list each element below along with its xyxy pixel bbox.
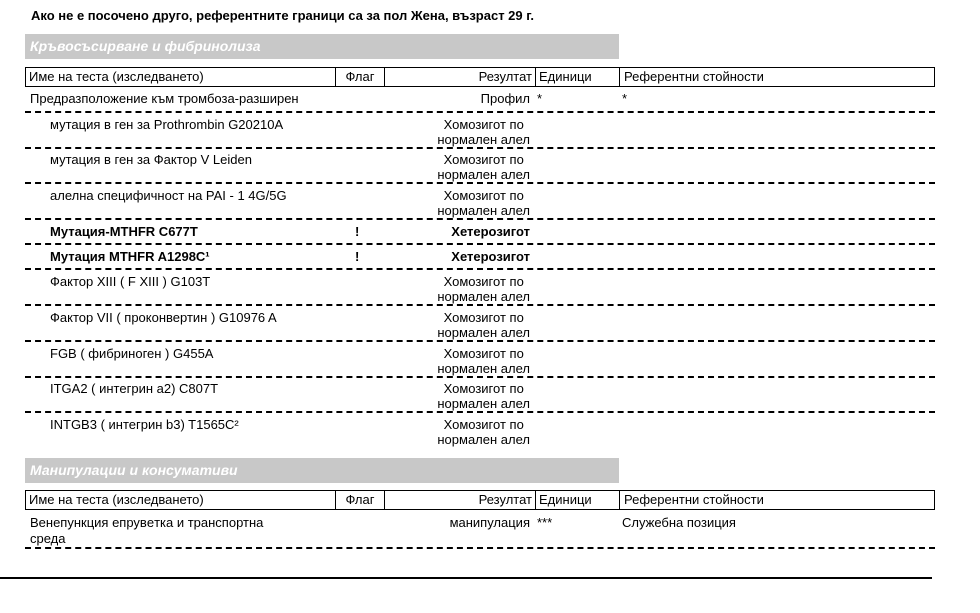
- row-divider: [25, 111, 935, 113]
- section-title-manipulations: Манипулации и консумативи: [25, 458, 619, 483]
- test-result: Хомозигот по нормален алел: [437, 381, 530, 411]
- test-name: FGB ( фибриноген ) G455A: [50, 346, 214, 361]
- test-result: Хетерозигот: [451, 249, 530, 264]
- section-title-coagulation: Кръвосъсирване и фибринолиза: [25, 34, 619, 59]
- test-name: алелна специфичност на PAI - 1 4G/5G: [50, 188, 287, 203]
- test-name: Фактор XIII ( F XIII ) G103T: [50, 274, 211, 289]
- row-divider: [25, 411, 935, 413]
- test-result: манипулация: [449, 515, 530, 530]
- test-result: Профил: [480, 91, 530, 106]
- test-name: Мутация-MTHFR C677T: [50, 224, 198, 239]
- header-flag: Флаг: [336, 491, 385, 509]
- test-result: Хомозигот по нормален алел: [437, 310, 530, 340]
- test-result: Хомозигот по нормален алел: [437, 152, 530, 182]
- test-result: Хомозигот по нормален алел: [437, 417, 530, 447]
- test-result: Хомозигот по нормален алел: [437, 274, 530, 304]
- row-divider: [25, 182, 935, 184]
- row-divider: [25, 268, 935, 270]
- page-footer-rule: [0, 577, 932, 579]
- test-units: ***: [537, 515, 553, 530]
- row-divider: [25, 147, 935, 149]
- header-flag: Флаг: [336, 68, 385, 86]
- header-result: Резултат: [385, 68, 536, 86]
- test-reference: *: [622, 91, 628, 106]
- header-units: Единици: [536, 68, 620, 86]
- test-units: *: [537, 91, 543, 106]
- header-reference: Референтни стойности: [624, 69, 764, 84]
- test-name: Мутация MTHFR A1298C¹: [50, 249, 210, 264]
- test-name: ITGA2 ( интегрин а2) C807T: [50, 381, 219, 396]
- header-units: Единици: [536, 491, 620, 509]
- table-header: [25, 490, 935, 510]
- test-result: Хомозигот по нормален алел: [437, 346, 530, 376]
- test-name: Фактор VII ( проконвертин ) G10976 A: [50, 310, 277, 325]
- test-name: Предразположение към тромбоза-разширен: [30, 91, 299, 106]
- header-reference: Референтни стойности: [624, 492, 764, 507]
- row-divider: [25, 376, 935, 378]
- row-divider: [25, 547, 935, 549]
- row-divider: [25, 243, 935, 245]
- header-name: Име на теста (изследването): [26, 68, 336, 86]
- row-divider: [25, 218, 935, 220]
- report-note: Ако не е посочено друго, референтните граници са за пол Жена, възраст 29 г.: [31, 8, 534, 23]
- row-divider: [25, 304, 935, 306]
- header-name: Име на теста (изследването): [26, 491, 336, 509]
- test-name: мутация в ген за Prothrombin G20210A: [50, 117, 284, 132]
- header-result: Резултат: [385, 491, 536, 509]
- test-name: Венепункция епрувeтка и транспортна среда: [30, 515, 264, 546]
- abnormal-flag: !: [355, 249, 360, 264]
- test-result: Хомозигот по нормален алел: [437, 117, 530, 147]
- test-result: Хетерозигот: [451, 224, 530, 239]
- table-header: [25, 67, 935, 87]
- row-divider: [25, 340, 935, 342]
- test-result: Хомозигот по нормален алел: [437, 188, 530, 218]
- test-reference: Служебна позиция: [622, 515, 736, 530]
- test-name: мутация в ген за Фактор V Leiden: [50, 152, 252, 167]
- test-name: INTGB3 ( интегрин b3) T1565C²: [50, 417, 239, 432]
- abnormal-flag: !: [355, 224, 360, 239]
